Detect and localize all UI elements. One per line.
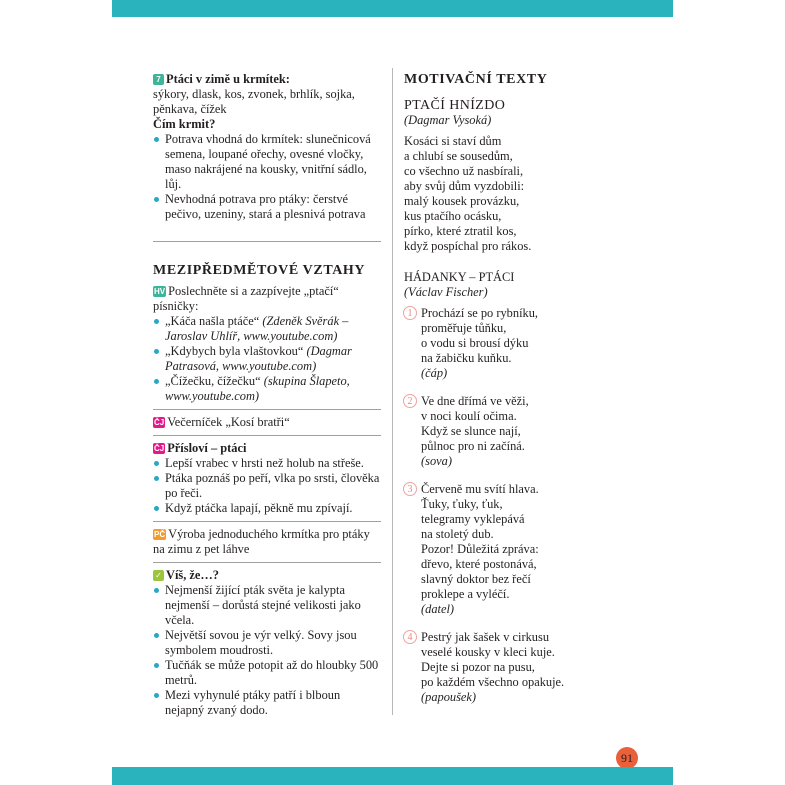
number-badge: 7 <box>153 74 164 85</box>
poem-line: pírko, které ztratil kos, <box>404 224 517 238</box>
feed-list <box>153 132 381 222</box>
left-column <box>153 72 381 718</box>
poem-line: a chlubí se sousedům, <box>404 149 513 163</box>
riddles-title: HÁDANKY – PTÁCI <box>404 270 515 284</box>
facts-heading: Víš, že…? <box>166 568 219 582</box>
birds-section <box>153 72 381 222</box>
list-item: Nevhodná potrava pro ptáky: čerstvé pečivo, uzeniny, stará a plesnivá potrava <box>153 192 381 222</box>
pc-badge: PČ <box>154 530 166 539</box>
bird-list: sýkory, dlask, kos, zvonek, brhlík, sojka, pěnkava, čížek <box>153 87 355 116</box>
poem-author: (Dagmar Vysoká) <box>404 113 492 127</box>
poem-title: PTAČÍ HNÍZDO <box>404 98 506 113</box>
top-band <box>112 0 673 17</box>
proverb-block <box>153 441 381 516</box>
list-item: Když ptáčka lapají, pěkně mu zpívají. <box>153 501 381 516</box>
list-item: Mezi vyhynulé ptáky patří i blboun nejapný zvaný dodo. <box>153 688 381 718</box>
poem <box>404 134 572 254</box>
list-item: „Kdybych byla vlaštovkou“ (Dagmar Patrasová, www.youtube.com) <box>153 344 381 374</box>
hv-block <box>153 284 381 404</box>
column-divider <box>392 68 393 715</box>
cj1-text: Večerníček „Kosí bratři“ <box>167 415 290 429</box>
cj-badge: ČJ <box>154 444 165 453</box>
birds-heading: Ptáci v zimě u krmítek: <box>166 72 290 86</box>
list-item: Potrava vhodná do krmítek: slunečnicová semena, loupané ořechy, ovesné vločky, maso nakrájené na kousky, vnitřní sádlo, lůj. <box>153 132 381 192</box>
riddle: 1 Prochází se po rybníku, proměřuje tůňku, o vodu si brousí dýku na žabičku kuňku. (čáp) <box>404 306 572 381</box>
riddles-author: (Václav Fischer) <box>404 285 488 299</box>
divider <box>153 435 381 436</box>
poem-line: aby svůj dům vyzdobili: <box>404 179 525 193</box>
page-number: 91 <box>616 747 638 769</box>
proverb-list <box>153 456 381 516</box>
list-item: Největší sovou je výr velký. Sovy jsou symbolem moudrosti. <box>153 628 381 658</box>
divider <box>153 409 381 410</box>
riddle-answer: (čáp) <box>421 366 448 380</box>
riddle: 3 Červeně mu svítí hlava. Ťuky, ťuky, ťuk, telegramy vyklepává na stoletý dub. Pozor! Důležitá zpráva: dřevo, které postonává, slavný doktor bez řečí proklepe a vyléčí. (datel) <box>404 482 572 617</box>
poem-line: co všechno už nasbírali, <box>404 164 524 178</box>
section-title: MEZIPŘEDMĚTOVÉ VZTAHY <box>153 263 366 278</box>
list-item: Nejmenší žijící pták světa je kalypta nejmenší – dorůstá stejné velikosti jako včela. <box>153 583 381 628</box>
list-item: Tučňák se může potopit až do hloubky 500 metrů. <box>153 658 381 688</box>
riddle-number: 3 <box>403 482 417 496</box>
riddle-number: 1 <box>403 306 417 320</box>
list-item: Ptáka poznáš po peří, vlka po srsti, člověka po řeči. <box>153 471 381 501</box>
poem-line: Kosáci si staví dům <box>404 134 502 148</box>
facts-list <box>153 583 381 718</box>
riddle-answer: (datel) <box>421 602 455 616</box>
divider <box>153 562 381 563</box>
bottom-band <box>112 767 673 785</box>
facts-block <box>153 568 381 718</box>
riddle-answer: (papoušek) <box>421 690 477 704</box>
pc-text: Výroba jednoduchého krmítka pro ptáky na zimu z pet láhve <box>153 527 370 556</box>
bulb-icon: ✓ <box>153 570 164 581</box>
list-item: „Čížečku, čížečku“ (skupina Šlapeto, www.youtube.com) <box>153 374 381 404</box>
riddle: 2 Ve dne dřímá ve věži, v noci koulí očima. Když se slunce nají, půlnoc pro ni začíná. (sova) <box>404 394 572 469</box>
cj-badge: ČJ <box>154 418 165 427</box>
cj1-block <box>153 415 381 430</box>
divider <box>153 241 381 242</box>
riddle-answer: (sova) <box>421 454 452 468</box>
divider <box>153 521 381 522</box>
list-item: „Káča našla ptáče“ (Zdeněk Svěrák – Jaroslav Uhlíř, www.youtube.com) <box>153 314 381 344</box>
poem-line: když pospíchal pro rákos. <box>404 239 532 253</box>
pc-block <box>153 527 381 557</box>
poem-line: malý kousek provázku, <box>404 194 520 208</box>
hv-badge: HV <box>154 287 166 296</box>
hv-text: Poslechněte si a zazpívejte „ptačí“ písničky: <box>153 284 339 313</box>
riddle-number: 4 <box>403 630 417 644</box>
list-item: Lepší vrabec v hrsti než holub na střeše. <box>153 456 381 471</box>
section-title: MOTIVAČNÍ TEXTY <box>404 72 548 87</box>
riddle-number: 2 <box>403 394 417 408</box>
riddle: 4 Pestrý jak šašek v cirkusu veselé kousky v kleci kuje. Dejte si pozor na pusu, po každém všechno opakuje. (papoušek) <box>404 630 572 705</box>
right-column <box>404 72 572 705</box>
poem-line: kus ptačího ocásku, <box>404 209 502 223</box>
feed-question: Čím krmit? <box>153 117 216 131</box>
song-list <box>153 314 381 404</box>
proverb-heading: Přísloví – ptáci <box>167 441 247 455</box>
